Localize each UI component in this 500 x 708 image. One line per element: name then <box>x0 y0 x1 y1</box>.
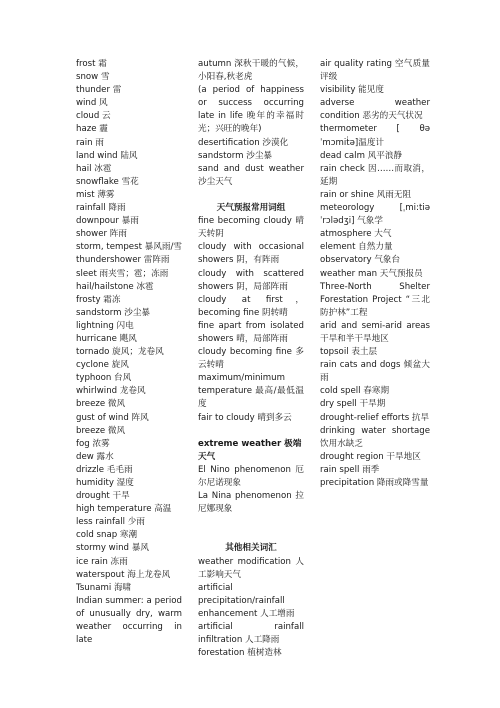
vocab-entry: drought 干旱 <box>76 491 130 502</box>
vocab-entry: stormy wind 暴风 <box>76 543 149 554</box>
vocab-entry: cloudy with scattered showers 阴，局部阵雨 <box>198 268 304 292</box>
vocab-entry: autumn 深秋干暖的气候，小阳春,秋老虎 <box>198 59 304 83</box>
vocab-entry: breeze 微风 <box>76 425 126 436</box>
vocab-entry: land wind 陆风 <box>76 150 138 161</box>
vocab-entry: Three-North Shelter Forestation Project “三北防护林”工程 <box>320 281 430 318</box>
vocab-entry: hail 冰雹 <box>76 163 112 174</box>
vocab-entry: storm, tempest 暴风雨/雪 <box>76 242 182 253</box>
column-1 <box>76 58 182 647</box>
vocab-entry: meteorology [ˌmi:tiəˈrɔlədʒi] 气象学 <box>320 203 430 227</box>
vocab-entry: wind 风 <box>76 98 108 109</box>
vocab-entry: tornado 旋风；龙卷风 <box>76 347 164 358</box>
vocab-entry: desertification 沙漠化 <box>198 137 289 148</box>
column-3 <box>320 58 430 490</box>
vocab-entry: fair to cloudy 晴到多云 <box>198 412 292 423</box>
vocab-entry: shower 阵雨 <box>76 229 127 240</box>
column-2-group-b <box>198 215 304 425</box>
vocab-entry: rain 雨 <box>76 137 104 148</box>
vocab-entry: Indian summer: a period of unusually dry, warm weather occurring in late <box>76 595 182 646</box>
vocab-entry: cloudy becoming fine 多云转晴 <box>198 347 304 371</box>
vocab-entry: cyclone 旋风 <box>76 360 129 371</box>
vocab-entry: sandstorm 沙尘暴 <box>198 150 273 161</box>
vocab-entry: element 自然力量 <box>320 242 393 253</box>
vocab-entry: frost 霜 <box>76 59 107 69</box>
vocab-entry: dew 露水 <box>76 451 114 462</box>
vocab-entry: artificial rainfall infiltration 人工降雨 <box>198 622 304 646</box>
vocab-entry: topsoil 表土层 <box>320 347 378 358</box>
vocab-entry: rain cats and dogs 倾盆大雨 <box>320 360 430 384</box>
vocab-entry: hail/hailstone 冰雹 <box>76 281 154 292</box>
vocab-entry: El Nino phenomenon 厄尔尼诺现象 <box>198 464 304 488</box>
vocab-entry: sand and dust weather 沙尘天气 <box>198 163 304 187</box>
vocab-entry: Tsunami 海啸 <box>76 582 132 593</box>
vocab-entry: downpour 暴雨 <box>76 216 139 227</box>
vocab-entry: weather modification 人工影响天气 <box>198 556 304 580</box>
vocab-entry: arid and semi-arid areas 干旱和半干旱地区 <box>320 320 430 344</box>
vocab-entry: sandstorm 沙尘暴 <box>76 307 151 318</box>
vocab-entry: cloud 云 <box>76 111 111 122</box>
vocab-entry: fine apart from isolated showers 晴，局部阵雨 <box>198 320 304 344</box>
vocab-entry: La Nina phenomenon 拉尼娜现象 <box>198 491 304 515</box>
vocab-entry: snow 雪 <box>76 72 110 83</box>
vocab-entry: thunder 雷 <box>76 85 122 96</box>
section-heading-forecast-phrases: 天气预报常用词组 <box>216 203 286 214</box>
vocab-entry: maximum/minimum temperature 最高/最低温度 <box>198 373 304 410</box>
vocab-entry: rain spell 雨季 <box>320 464 380 475</box>
vocab-entry: cloudy at first，becoming fine 阴转晴 <box>198 294 304 318</box>
vocab-entry: rain or shine 风雨无阻 <box>320 189 412 200</box>
vocab-entry: frosty 霜冻 <box>76 294 121 305</box>
vocab-entry: rainfall 降雨 <box>76 203 126 214</box>
vocab-entry: drought region 干旱地区 <box>320 451 421 462</box>
vocab-entry: fog 浓雾 <box>76 438 110 449</box>
vocab-entry: atmosphere 大气 <box>320 229 392 240</box>
vocab-entry: (a period of happiness or success occurring late in life 晚年的幸福时光；兴旺的晚年) <box>198 85 304 135</box>
vocab-entry: less rainfall 少雨 <box>76 517 145 528</box>
vocab-entry: precipitation 降雨或降雪量 <box>320 478 429 488</box>
vocab-entry: high temperature 高温 <box>76 504 172 515</box>
vocab-entry: dry spell 干旱期 <box>320 399 386 410</box>
vocab-entry: dead calm 风平浪静 <box>320 150 403 161</box>
column-2-group-a <box>198 58 304 189</box>
vocab-entry: whirlwind 龙卷风 <box>76 386 146 397</box>
vocab-entry: cloudy with occasional showers 阴，有阵雨 <box>198 242 304 266</box>
vocab-entry: cold spell 春寒期 <box>320 386 390 397</box>
vocab-entry: thundershower 雷阵雨 <box>76 255 170 266</box>
vocab-entry: drizzle 毛毛雨 <box>76 464 133 475</box>
vocab-entry: snowflake 雪花 <box>76 176 139 187</box>
vocab-entry: thermometer [ θəˈmɔmiṫə]温度计 <box>320 124 430 148</box>
vocab-entry: hurricane 飓风 <box>76 333 137 344</box>
vocab-entry: air quality rating 空气质量评级 <box>320 59 430 83</box>
vocab-entry: sleet 雨夹雪；雹；冻雨 <box>76 268 169 279</box>
vocab-entry: breeze 微风 <box>76 399 126 410</box>
vocab-entry: typhoon 台风 <box>76 373 132 384</box>
vocab-entry: adverse weather condition 恶劣的天气状况 <box>320 98 430 122</box>
vocab-entry: fine becoming cloudy 晴天转阴 <box>198 216 304 240</box>
vocab-entry: forestation 植树造林 <box>198 648 282 659</box>
vocab-entry: lightning 闪电 <box>76 320 134 331</box>
column-2-group-c <box>198 464 304 516</box>
vocab-entry: ice rain 冻雨 <box>76 556 128 567</box>
column-2-group-d <box>198 556 304 661</box>
vocab-entry: visibility 能见度 <box>320 85 384 96</box>
vocab-entry: gust of wind 阵风 <box>76 412 149 423</box>
column-2 <box>198 58 304 660</box>
vocab-entry: weather man 天气预报员 <box>320 268 423 279</box>
vocab-entry: waterspout 海上龙卷风 <box>76 569 171 580</box>
vocab-entry: haze 霾 <box>76 124 108 135</box>
section-heading-extreme-weather: extreme weather 极端天气 <box>198 438 302 462</box>
vocab-entry: humidity 湿度 <box>76 478 134 488</box>
vocab-entry: drinking water shortage 饮用水缺乏 <box>320 425 430 449</box>
vocab-entry: cold snap 寒潮 <box>76 530 138 541</box>
vocab-entry: observatory 气象台 <box>320 255 401 266</box>
vocab-entry: drought-relief efforts 抗旱 <box>320 412 430 423</box>
vocab-entry: mist 薄雾 <box>76 189 115 200</box>
section-heading-related-vocab: 其他相关词汇 <box>225 543 277 554</box>
vocab-entry: rain check 因……而取消，延期 <box>320 163 430 187</box>
vocab-entry: artificial precipitation/rainfall enhancement 人工增雨 <box>198 582 295 619</box>
